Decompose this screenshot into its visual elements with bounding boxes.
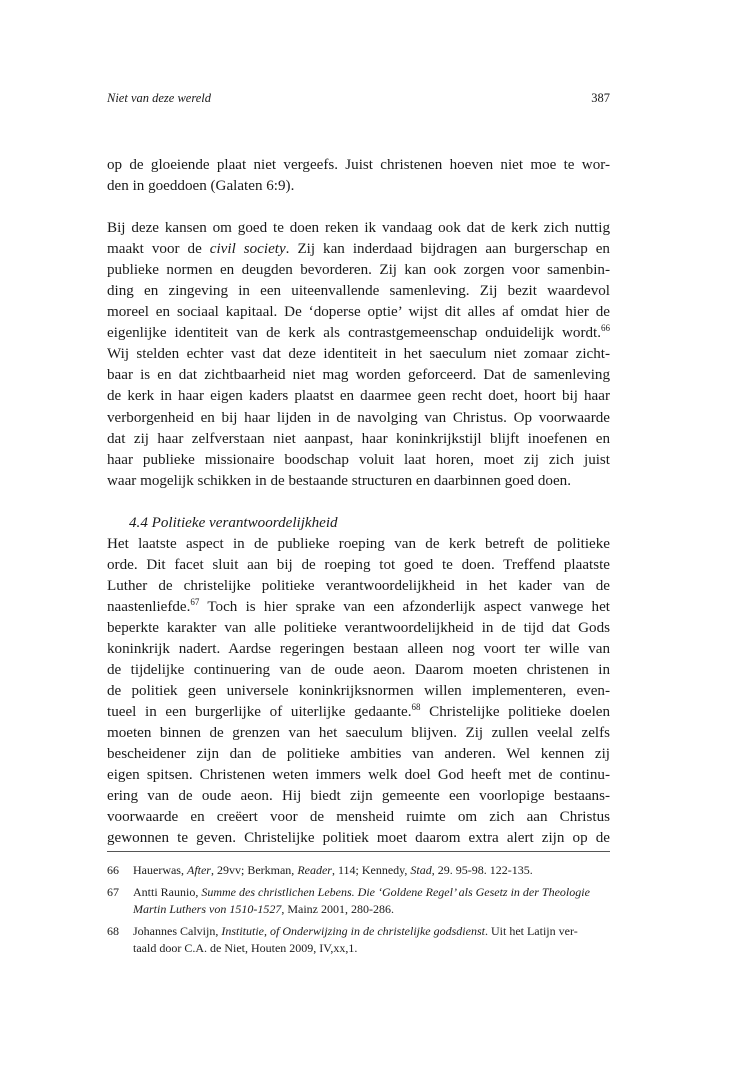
footnote-number: 66	[107, 863, 119, 877]
text-line: op de gloeiende plaat niet vergeefs. Juist christenen hoeven niet moe te wor-	[107, 157, 610, 173]
running-title: Niet van deze wereld	[107, 91, 212, 105]
text-line: orde. Dit facet sluit aan bij de roeping tot goed te doen. Treffend plaatste	[107, 556, 610, 573]
text-line: voorwaarde en creëert voor de mensheid ruimte om zich aan Christus	[107, 809, 610, 826]
footnote-number: 67	[107, 884, 119, 899]
text-line: bescheidener zijn dan de politieke ambities van anderen. Wel kennen zij	[107, 746, 610, 763]
paragraph	[107, 155, 610, 197]
text-line: gewonnen te geven. Christelijke politiek moet daarom extra alert zijn op de	[107, 830, 610, 847]
text-line: moreel en sociaal kapitaal. De ‘doperse optie’ wijst dit alles af omdat hier de	[107, 304, 610, 321]
paragraph	[107, 218, 610, 492]
text-line: de politiek geen universele koninkrijksnormen willen implementeren, even-	[107, 683, 610, 700]
text-line: verborgenheid en bij haar lijden in de navolging van Christus. Op voorwaarde	[107, 409, 610, 426]
footnote-text: taald door C.A. de Niet, Houten 2009, IV,xx,1.	[133, 941, 358, 955]
text-line: de tijdelijke continuering van de oude aeon. Daarom moeten christenen in	[107, 662, 610, 679]
text-line: Wij stelden echter vast dat deze identiteit in het saeculum niet zomaar zicht-	[107, 346, 610, 363]
text-line: tueel in een burgerlijke of uiterlijke gedaante.$^{68}$ Christelijke politieke doelen	[107, 702, 611, 721]
text-line: naastenliefde.$^{67}$ Toch is hier sprake van een afzonderlijk aspect vanwege het	[107, 596, 610, 615]
text-line: beperkte karakter van alle politieke verantwoordelijkheid in de tijd dat Gods	[107, 619, 610, 636]
text-line: dat zij haar zelfverstaan niet aanpast, haar koninkrijkstijl blijft inoefenen en	[107, 430, 610, 447]
footnote-text: Antti Raunio, Summe des christlichen Lebens. Die ‘Goldene Regel’ als Gesetz in der Theologie	[133, 884, 590, 899]
footnote-number: 68	[107, 923, 119, 938]
text-line: moeten binnen de grenzen van het saeculum blijven. Zij zullen veelal zelfs	[107, 725, 610, 742]
text-line: de kerk in haar eigen kaders plaatst en daarmee geen recht doet, hoort bij haar	[107, 388, 610, 405]
text-line: baar is en dat zichtbaarheid niet mag worden geforceerd. Dat de samenleving	[107, 367, 610, 384]
text-line: eigen spitsen. Christenen weten immers welk doel God heeft met de continu-	[107, 767, 610, 784]
footnote-ref-68[interactable]: 68	[411, 702, 421, 713]
text-line: koninkrijk nadert. Aardse regeringen bestaan alleen nog voort ter wille van	[107, 640, 610, 657]
text-line: Het laatste aspect in de publieke roeping van de kerk betreft de politieke	[107, 535, 610, 552]
footnote-divider	[107, 851, 610, 852]
text-line: waar mogelijk schikken in de bestaande structuren en daarbinnen goed doen.	[107, 472, 571, 489]
footnote-68	[107, 923, 610, 958]
text-line: Bij deze kansen om goed te doen reken ik vandaag ook dat de kerk zich nuttig	[107, 220, 610, 237]
text-line: ding en zingeving in een uiteenvallende samenleving. Zij bezit waardevol	[107, 283, 610, 300]
footnote-text: Hauerwas, After, 29vv; Berkman, Reader, 114; Kennedy, Stad, 29. 95-98. 122-135.	[133, 863, 533, 877]
body-text	[107, 155, 610, 849]
text-line: haar publieke missionaire boodschap voluit laat horen, moet zij zich juist	[107, 451, 610, 468]
footnote-ref-67[interactable]: 67	[190, 596, 200, 607]
footnote-text: Johannes Calvijn, Institutie, of Onderwijzing in de christelijke godsdienst. Uit het Latijn ver-	[133, 923, 578, 938]
text-line: publieke normen en deugden bevorderen. Zij kan ook zorgen voor samenbin-	[107, 262, 610, 279]
footnotes	[107, 862, 610, 962]
footnote-67	[107, 884, 610, 919]
italic-term: civil society	[209, 241, 286, 258]
text-line: eigenlijke identiteit van de kerk als contrastgemeenschap onduidelijk wordt.$^{66}$	[107, 323, 610, 342]
text-line: Luther de christelijke politieke verantwoordelijkheid in het kader van de	[107, 577, 610, 594]
text-line: den in goeddoen (Galaten 6:9).	[107, 178, 295, 195]
paragraph	[107, 534, 610, 850]
footnote-66	[107, 862, 610, 880]
section-heading: 4.4 Politieke verantwoordelijkheid	[129, 514, 338, 531]
text-line: ering van de oude aeon. Hij biedt zijn gemeente een voorlopige bestaans-	[107, 788, 610, 805]
page-number: 387	[591, 91, 610, 105]
text-line: maakt voor de civil society. Zij kan inderdaad bijdragen aan burgerschap en	[107, 241, 610, 258]
footnote-text: Martin Luthers von 1510-1527, Mainz 2001, 280-286.	[133, 902, 394, 916]
footnote-ref-66[interactable]: 66	[601, 323, 610, 334]
